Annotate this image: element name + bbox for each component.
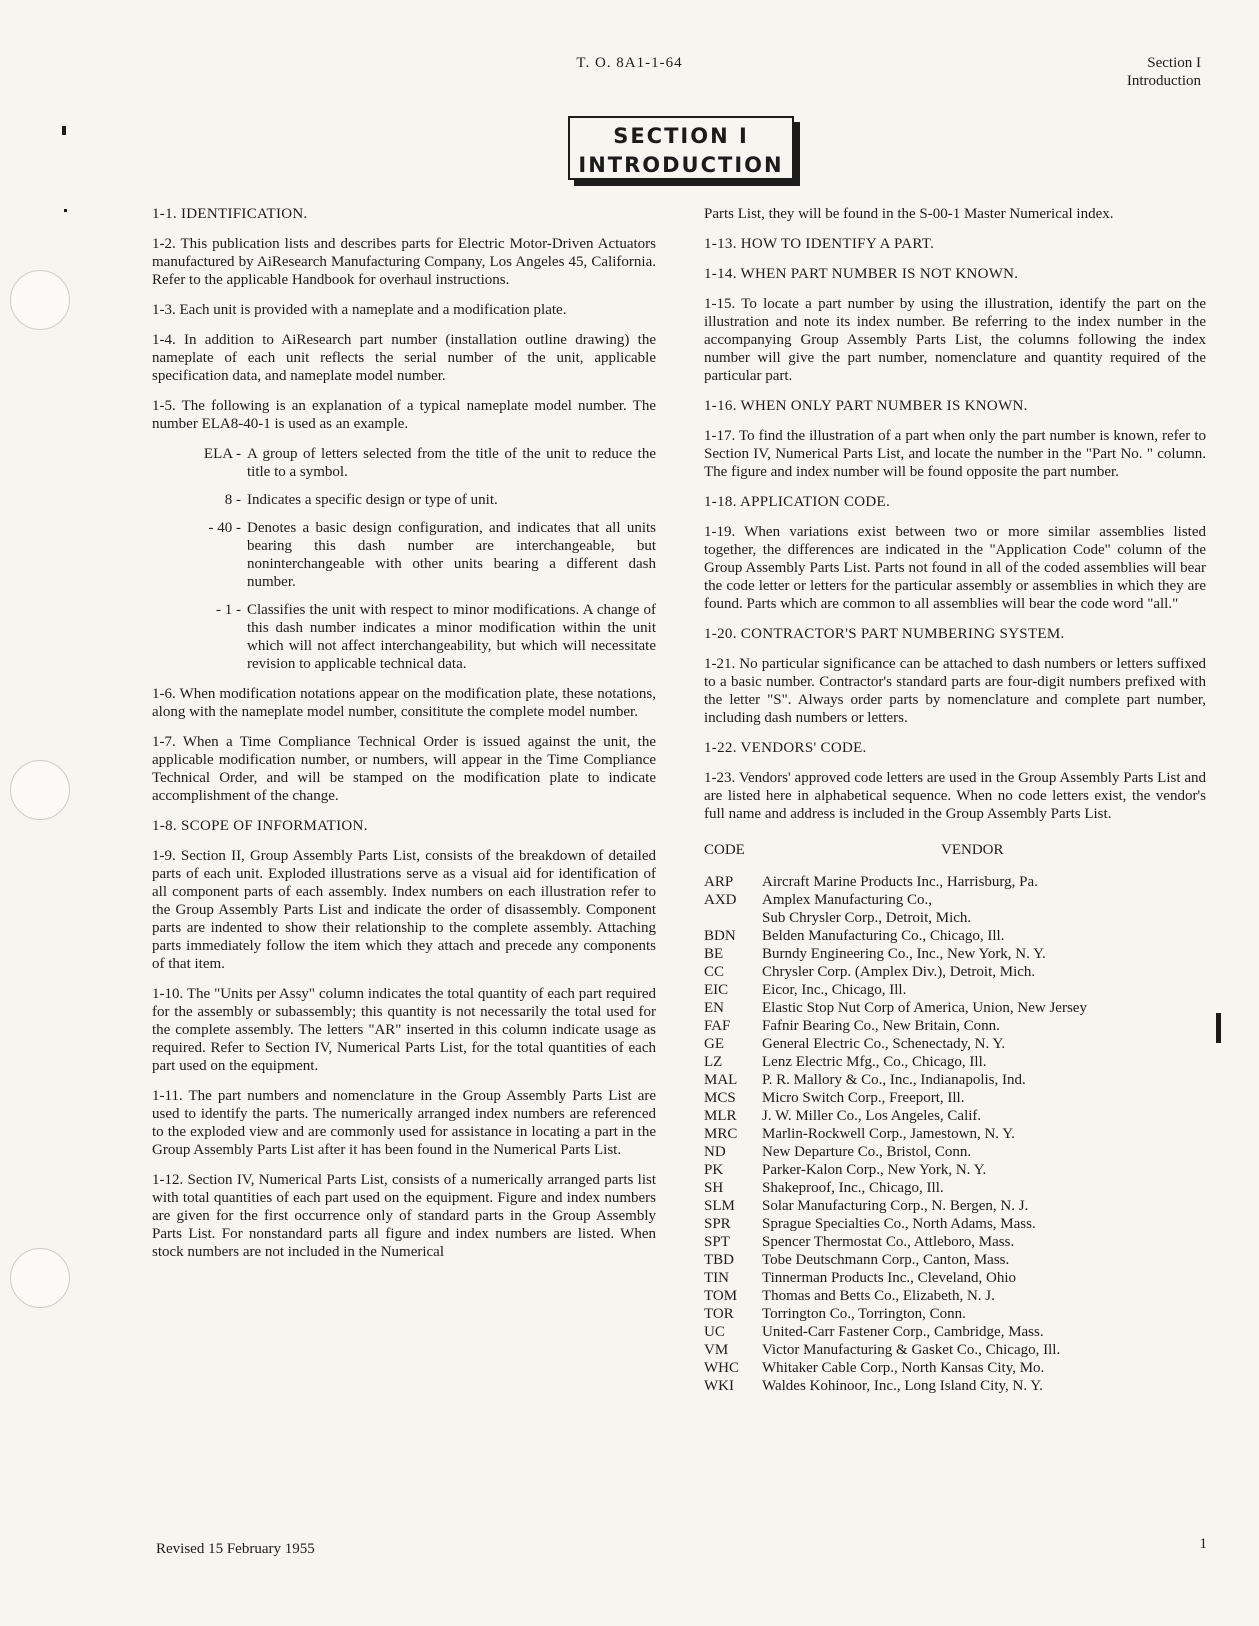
vendor-row (704, 1269, 1206, 1287)
vendor-table (704, 873, 1206, 1395)
vendor-row (704, 1359, 1206, 1377)
heading-numbering-system: 1-20. CONTRACTOR'S PART NUMBERING SYSTEM. (704, 626, 1065, 642)
paragraph-1-12: 1-12. Section IV, Numerical Parts List, consists of a numerically arranged parts list with total quantities of each part used on the equipment. Figure and index numbers are given for the first occurrence only of standard parts in the Group Assembly Parts List. For nonstandard parts all figure and index numbers are listed. When stock numbers are not included in the Numerical (152, 1172, 656, 1260)
vendor-code: MLR (704, 1108, 737, 1124)
vendor-row (704, 1323, 1206, 1341)
binder-hole (10, 270, 70, 330)
vendor-code: SLM (704, 1198, 735, 1214)
heading-part-not-known: 1-14. WHEN PART NUMBER IS NOT KNOWN. (704, 266, 1019, 282)
vendor-name: Shakeproof, Inc., Chicago, Ill. (762, 1180, 944, 1196)
vendor-code: SPR (704, 1216, 731, 1232)
section-title-line2: INTRODUCTION (578, 153, 784, 177)
vendor-code: UC (704, 1324, 725, 1340)
vendor-row (704, 1161, 1206, 1179)
vendor-column-header: VENDOR (941, 842, 1004, 858)
paragraph-1-11: 1-11. The part numbers and nomenclature in the Group Assembly Parts List are used to identify the parts. The numerically arranged index numbers are referenced to the exploded view and are commonly used for assistance in locating a part in the Group Assembly Parts List after it has been found in the Numerical Parts List. (152, 1088, 656, 1158)
vendor-code: BDN (704, 928, 736, 944)
vendor-code: TBD (704, 1252, 734, 1268)
vendor-table-header (704, 841, 1206, 859)
vendor-code: SPT (704, 1234, 730, 1250)
to-number: T. O. 8A1-1-64 (576, 55, 683, 71)
section-title-box (568, 116, 794, 180)
paragraph-1-3: 1-3. Each unit is provided with a nameplate and a modification plate. (152, 302, 567, 318)
vendor-row (704, 1053, 1206, 1071)
vendor-row (704, 1377, 1206, 1395)
paragraph-1-5: 1-5. The following is an explanation of a typical nameplate model number. The number ELA8-40-1 is used as an example. (152, 398, 656, 432)
vendor-row (704, 1071, 1206, 1089)
vendor-code: CC (704, 964, 725, 980)
definition-desc: Classifies the unit with respect to minor modifications. A change of this dash number indicates a minor modification within the unit which will not affect interchangeability, but which will necessitate revision to applicable technical data. (247, 602, 656, 672)
paragraph-1-2: 1-2. This publication lists and describes parts for Electric Motor-Driven Actuators manufactured by AiResearch Manufacturing Company, Los Angeles 45, California. Refer to the applicable Handbook for overhaul instructions. (152, 236, 656, 288)
vendor-row (704, 945, 1206, 963)
vendor-name: Elastic Stop Nut Corp of America, Union, New Jersey (762, 1000, 1087, 1016)
vendor-code: WKI (704, 1378, 734, 1394)
vendor-code: TOR (704, 1306, 734, 1322)
vendor-row (704, 963, 1206, 981)
vendor-code: VM (704, 1342, 729, 1358)
vendor-code: PK (704, 1162, 724, 1178)
paragraph-1-9: 1-9. Section II, Group Assembly Parts List, consists of the breakdown of detailed parts of each unit. Exploded illustrations serve as a visual aid for identification of all component parts of each assembly. Index numbers on each illustration refer to the Group Assembly Parts List and indicate the order of disassembly. Component parts are indented to show their relationship to the complete assembly. Attaching parts immediately follow the item which they attach and precede any components of that item. (152, 848, 656, 972)
vendor-code: MAL (704, 1072, 738, 1088)
vendor-name: Micro Switch Corp., Freeport, Ill. (762, 1090, 965, 1106)
vendor-row (704, 1017, 1206, 1035)
heading-identify-part: 1-13. HOW TO IDENTIFY A PART. (704, 236, 935, 252)
section-subtitle: Introduction (1126, 73, 1201, 89)
paragraph-1-17: 1-17. To find the illustration of a part when only the part number is known, refer to Section IV, Numerical Parts List, and locate the number in the "Part No. " column. The figure and index number will be found opposite the part number. (704, 428, 1206, 480)
vendor-name: Thomas and Betts Co., Elizabeth, N. J. (762, 1288, 995, 1304)
definition-item (152, 601, 656, 673)
definition-term: 8 - (224, 492, 241, 508)
vendor-name: Marlin-Rockwell Corp., Jamestown, N. Y. (762, 1126, 1015, 1142)
scan-mark (64, 209, 67, 212)
vendor-code: FAF (704, 1018, 731, 1034)
vendor-row (704, 1233, 1206, 1251)
vendor-name: New Departure Co., Bristol, Conn. (762, 1144, 972, 1160)
vendor-name: Eicor, Inc., Chicago, Ill. (762, 982, 907, 998)
revision-date: Revised 15 February 1955 (156, 1541, 315, 1557)
vendor-code: ND (704, 1144, 726, 1160)
paragraph-1-4: 1-4. In addition to AiResearch part number (installation outline drawing) the nameplate of each unit reflects the serial number of the unit, applicable specification data, and nameplate model number. (152, 332, 656, 384)
vendor-name: Sprague Specialties Co., North Adams, Mass. (762, 1216, 1036, 1232)
vendor-row (704, 1341, 1206, 1359)
paragraph-1-7: 1-7. When a Time Compliance Technical Order is issued against the unit, the applicable modification number, or numbers, will appear in the Time Compliance Technical Order, and will be stamped on the modification plate to indicate accomplishment of the change. (152, 734, 656, 804)
page-number: 1 (1199, 1536, 1207, 1552)
vendor-row (704, 1107, 1206, 1125)
vendor-code: MRC (704, 1126, 738, 1142)
definition-item (152, 519, 656, 591)
paragraph-1-23: 1-23. Vendors' approved code letters are used in the Group Assembly Parts List and are listed here in alphabetical sequence. When no code letters exist, the vendor's full name and address is included in the Group Assembly Parts List. (704, 770, 1206, 822)
vendor-row (704, 927, 1206, 945)
vendor-row (704, 1035, 1206, 1053)
vendor-row (704, 1179, 1206, 1197)
vendor-code: TOM (704, 1288, 738, 1304)
vendor-row (704, 1125, 1206, 1143)
definition-desc: A group of letters selected from the title of the unit to reduce the title to a symbol. (247, 446, 656, 480)
left-column (152, 205, 656, 1273)
right-column (704, 205, 1206, 1395)
vendor-name: Solar Manufacturing Corp., N. Bergen, N. J. (762, 1198, 1029, 1214)
vendor-name: Tinnerman Products Inc., Cleveland, Ohio (762, 1270, 1016, 1286)
heading-application-code: 1-18. APPLICATION CODE. (704, 494, 891, 510)
heading-part-known: 1-16. WHEN ONLY PART NUMBER IS KNOWN. (704, 398, 1028, 414)
vendor-name: Lenz Electric Mfg., Co., Chicago, Ill. (762, 1054, 987, 1070)
heading-scope: 1-8. SCOPE OF INFORMATION. (152, 818, 368, 834)
paragraph-1-10: 1-10. The "Units per Assy" column indicates the total quantity of each part required for the assembly or subassembly; this quantity is not necessarily the total used for the complete assembly. The letters "AR" inserted in this column indicate usage as required. Refer to Section IV, Numerical Parts List, for the total quantities of each part used on the equipment. (152, 986, 656, 1074)
vendor-code: SH (704, 1180, 724, 1196)
scan-mark (62, 126, 66, 135)
heading-identification: 1-1. IDENTIFICATION. (152, 206, 308, 222)
vendor-code (704, 909, 762, 927)
vendor-row (704, 1143, 1206, 1161)
definition-desc: Denotes a basic design configuration, and indicates that all units bearing this dash number are interchangeable, but noninterchangeable with other units bearing a different dash number. (247, 520, 656, 590)
vendor-name: Victor Manufacturing & Gasket Co., Chicago, Ill. (762, 1342, 1061, 1358)
vendor-code: MCS (704, 1090, 736, 1106)
vendor-code: GE (704, 1036, 724, 1052)
paragraph-1-21: 1-21. No particular significance can be attached to dash numbers or letters suffixed to a basic number. Contractor's standard parts are four-digit numbers prefixed with the letter "S". Always order parts by nomenclature and complete part number, including dash numbers or letters. (704, 656, 1206, 726)
heading-vendors-code: 1-22. VENDORS' CODE. (704, 740, 867, 756)
vendor-name: Aircraft Marine Products Inc., Harrisburg, Pa. (762, 874, 1038, 890)
vendor-name: Belden Manufacturing Co., Chicago, Ill. (762, 928, 1005, 944)
vendor-name: Chrysler Corp. (Amplex Div.), Detroit, Mich. (762, 964, 1036, 980)
definition-item (152, 445, 656, 481)
definition-item (152, 491, 656, 509)
vendor-name: Spencer Thermostat Co., Attleboro, Mass. (762, 1234, 1015, 1250)
vendor-name: Amplex Manufacturing Co., (762, 892, 932, 908)
paragraph-1-15: 1-15. To locate a part number by using the illustration, identify the part on the illustration and note its index number. Be referring to the index number in the accompanying Group Assembly Parts List, the columns following the index number will give the part number, nomenclature and quantity required of the particular part. (704, 296, 1206, 384)
vendor-row (704, 873, 1206, 891)
binder-hole (10, 760, 70, 820)
vendor-name: P. R. Mallory & Co., Inc., Indianapolis, Ind. (762, 1072, 1026, 1088)
vendor-row (704, 999, 1206, 1017)
vendor-row (704, 1215, 1206, 1233)
vendor-row (704, 1287, 1206, 1305)
vendor-name: Burndy Engineering Co., Inc., New York, N. Y. (762, 946, 1046, 962)
vendor-row (704, 1305, 1206, 1323)
vendor-code: ARP (704, 874, 734, 890)
binder-hole (10, 1248, 70, 1308)
vendor-row (704, 981, 1206, 999)
vendor-name: General Electric Co., Schenectady, N. Y. (762, 1036, 1006, 1052)
section-label: Section I (1147, 55, 1201, 71)
vendor-name: J. W. Miller Co., Los Angeles, Calif. (762, 1108, 982, 1124)
vendor-row (704, 1197, 1206, 1215)
vendor-name: Waldes Kohinoor, Inc., Long Island City, N. Y. (762, 1378, 1043, 1394)
vendor-code: TIN (704, 1270, 729, 1286)
vendor-row (704, 1089, 1206, 1107)
section-title-line1: SECTION I (613, 124, 749, 148)
change-bar (1216, 1013, 1221, 1043)
definition-term: - 40 - (208, 520, 241, 536)
vendor-name: Sub Chrysler Corp., Detroit, Mich. (762, 910, 972, 926)
vendor-row (704, 909, 1206, 927)
vendor-code: EIC (704, 982, 729, 998)
vendor-name: Torrington Co., Torrington, Conn. (762, 1306, 966, 1322)
vendor-code: WHC (704, 1360, 739, 1376)
paragraph-1-6: 1-6. When modification notations appear on the modification plate, these notations, along with the nameplate model number, consititute the complete model number. (152, 686, 656, 720)
vendor-code: AXD (704, 892, 737, 908)
definition-term: ELA - (203, 446, 241, 462)
vendor-name: Parker-Kalon Corp., New York, N. Y. (762, 1162, 987, 1178)
running-header (1127, 54, 1201, 90)
vendor-row (704, 1251, 1206, 1269)
paragraph-1-19: 1-19. When variations exist between two or more similar assemblies listed together, the differences are indicated in the "Application Code" column of the Group Assembly Parts List. Parts not found in all of the coded assemblies will bear the code letter or letters for the particular assembly or assemblies in which they are found. Parts which are common to all assemblies will bear the code word "all." (704, 524, 1206, 612)
code-column-header: CODE (704, 842, 745, 858)
vendor-code: EN (704, 1000, 724, 1016)
vendor-row (704, 891, 1206, 909)
paragraph-1-12-continued: Parts List, they will be found in the S-00-1 Master Numerical index. (704, 206, 1114, 222)
vendor-code: LZ (704, 1054, 723, 1070)
vendor-name: United-Carr Fastener Corp., Cambridge, Mass. (762, 1324, 1044, 1340)
definition-desc: Indicates a specific design or type of unit. (247, 492, 498, 508)
definition-term: - 1 - (216, 602, 241, 618)
vendor-name: Fafnir Bearing Co., New Britain, Conn. (762, 1018, 1000, 1034)
vendor-name: Tobe Deutschmann Corp., Canton, Mass. (762, 1252, 1010, 1268)
vendor-name: Whitaker Cable Corp., North Kansas City, Mo. (762, 1360, 1045, 1376)
vendor-code: BE (704, 946, 724, 962)
